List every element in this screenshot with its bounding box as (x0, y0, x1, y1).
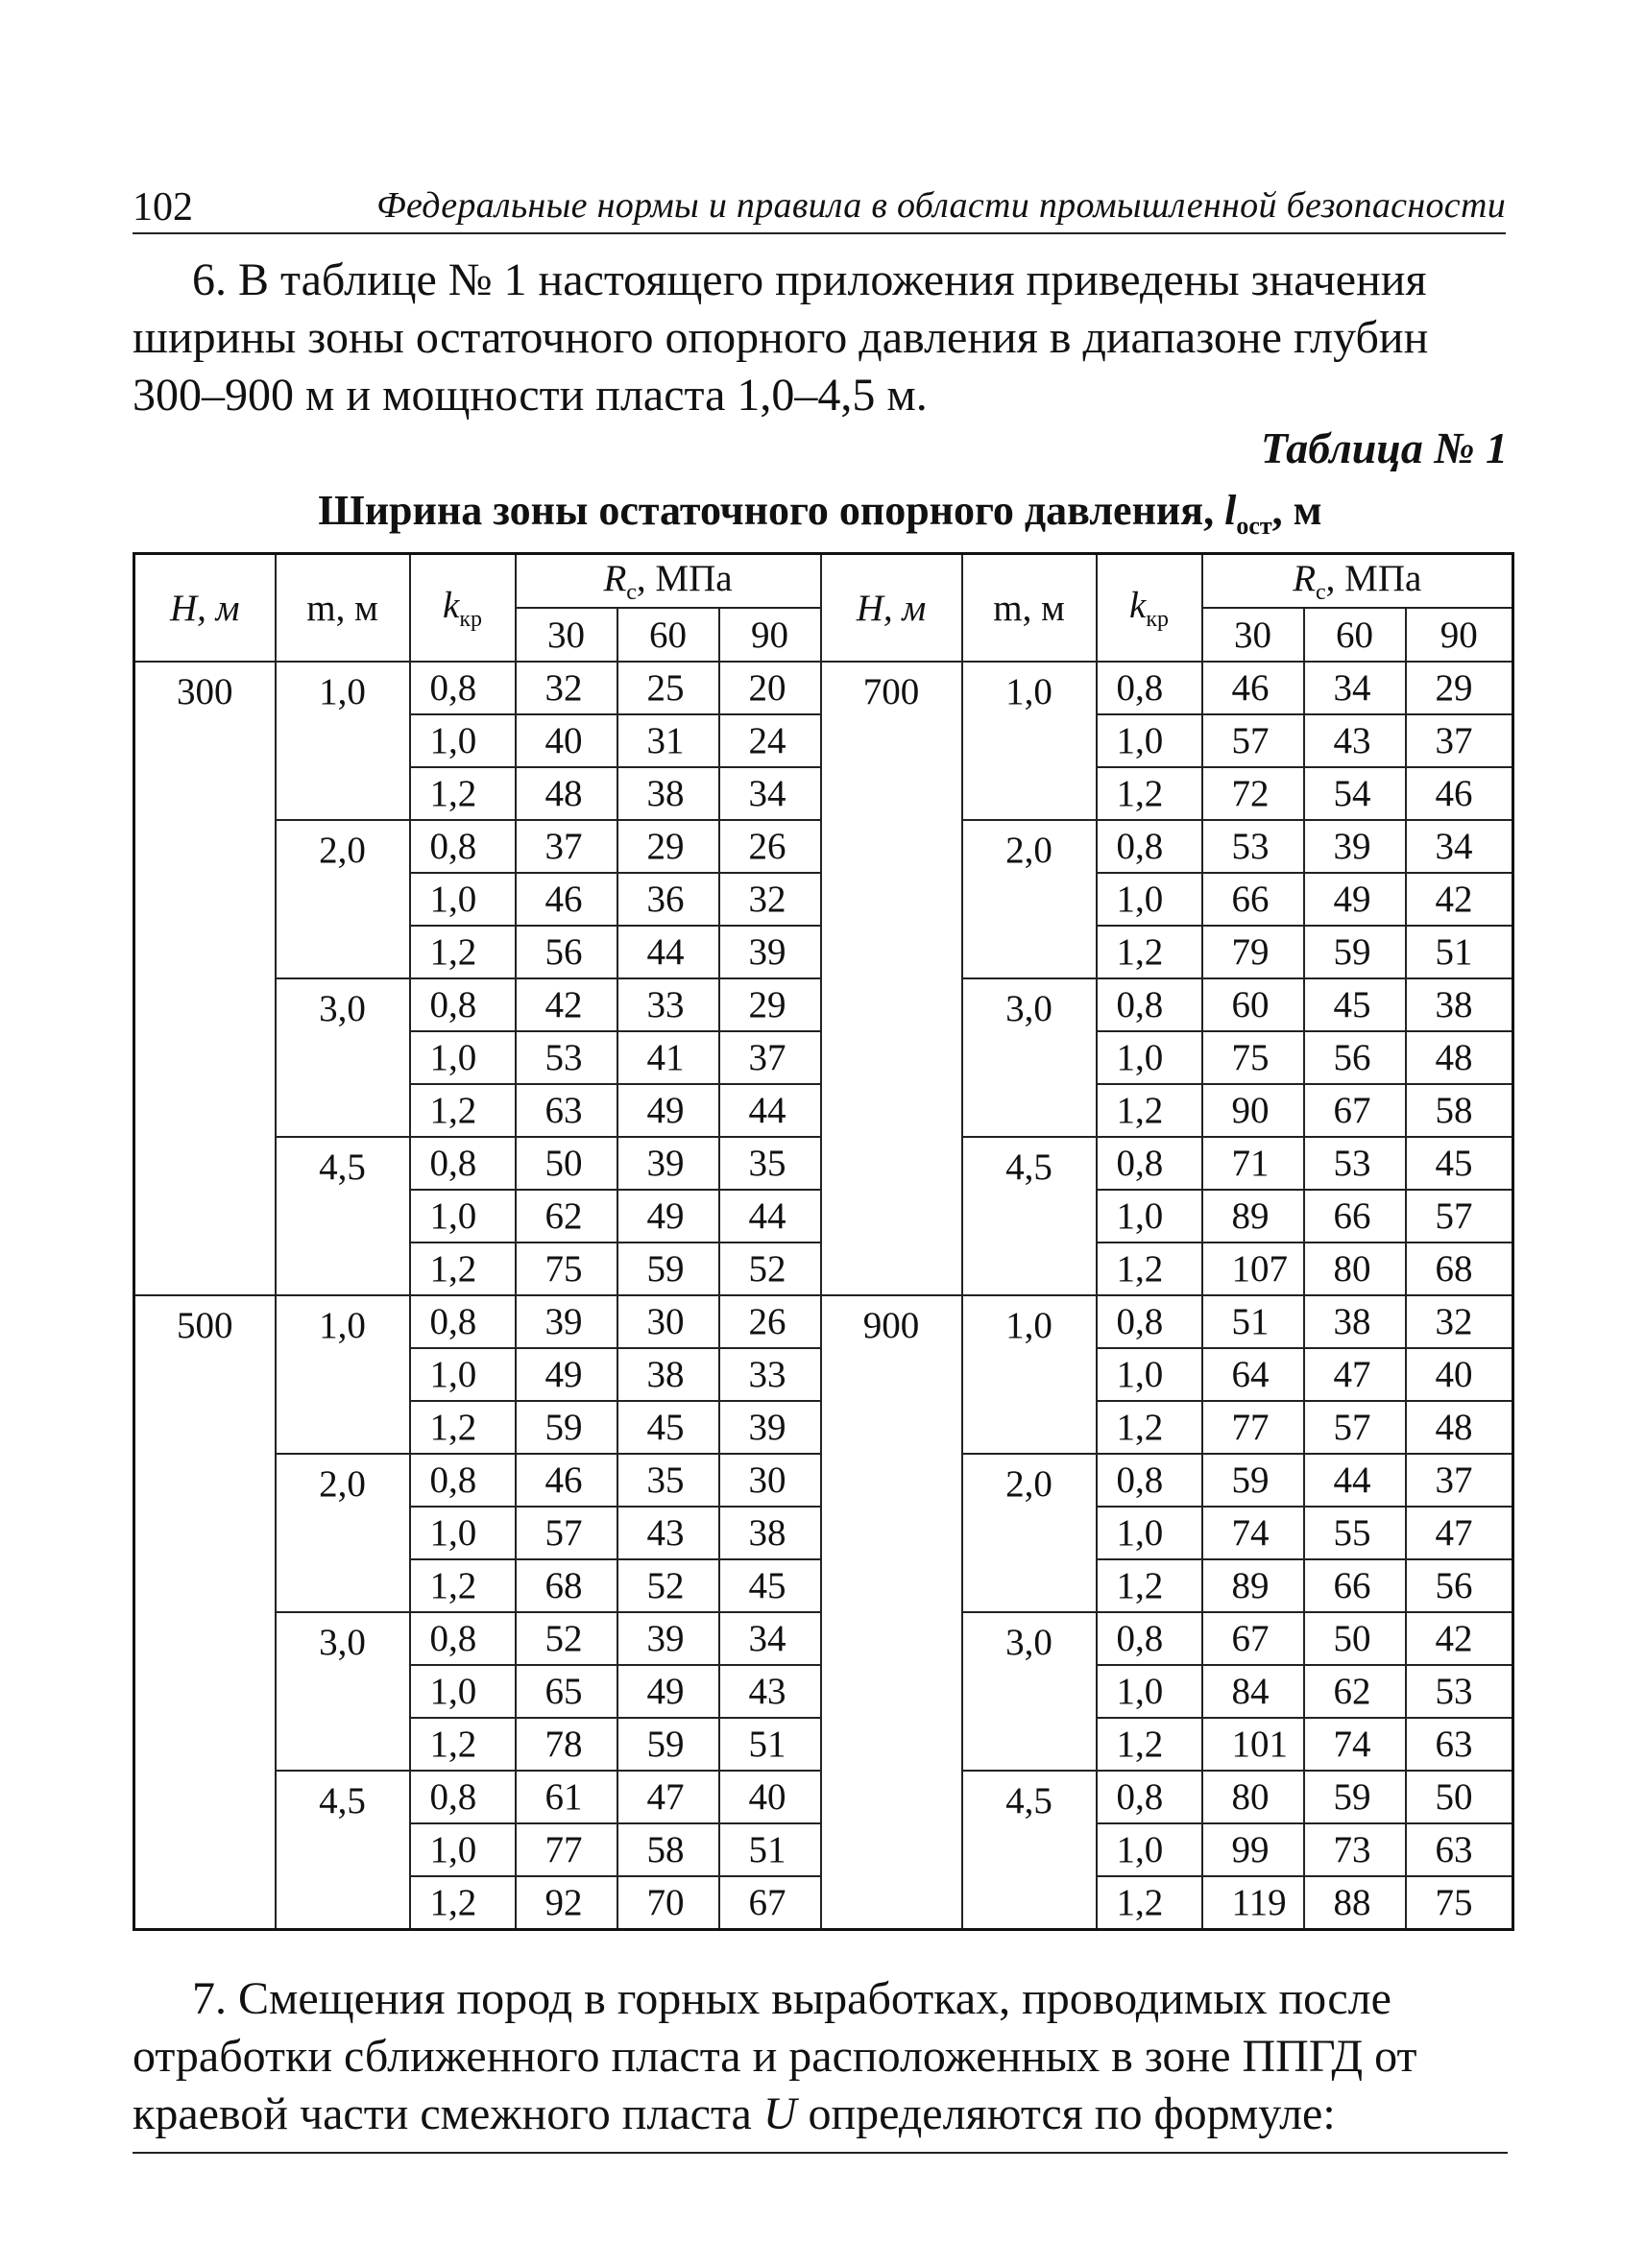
table-row (134, 1295, 1513, 1348)
kkr-cell: 1,2 (410, 767, 516, 820)
width-value-cell: 59 (516, 1401, 617, 1454)
kkr-cell: 1,2 (1097, 767, 1202, 820)
width-value-cell: 51 (719, 1718, 821, 1771)
depth-cell: 500 (134, 1295, 276, 1930)
kkr-cell: 0,8 (410, 1137, 516, 1190)
paragraph-line: ширины зоны остаточного опорного давления в диапазоне глубин (133, 312, 1429, 363)
page-number: 102 (133, 185, 193, 229)
width-value-cell: 75 (1406, 1876, 1513, 1930)
width-value-cell: 62 (516, 1190, 617, 1243)
width-value-cell: 70 (617, 1876, 719, 1930)
table-title-subscript: ост (1236, 511, 1272, 540)
thickness-cell: 2,0 (962, 820, 1097, 978)
kkr-cell: 0,8 (410, 820, 516, 873)
width-value-cell: 46 (516, 873, 617, 926)
width-value-cell: 43 (617, 1507, 719, 1559)
paragraph-line: краевой части смежного пласта U определяются по формуле: (133, 2088, 1336, 2139)
width-value-cell: 74 (1304, 1718, 1406, 1771)
width-value-cell: 66 (1304, 1559, 1406, 1612)
kkr-cell: 1,0 (410, 1665, 516, 1718)
kkr-cell: 1,2 (410, 1718, 516, 1771)
width-value-cell: 38 (617, 767, 719, 820)
width-value-cell: 54 (1304, 767, 1406, 820)
width-value-cell: 79 (1202, 926, 1304, 978)
thickness-cell: 3,0 (276, 978, 410, 1137)
width-value-cell: 63 (516, 1084, 617, 1137)
width-value-cell: 37 (1406, 1454, 1513, 1507)
header-rc-90-left: 90 (719, 608, 821, 662)
kkr-cell: 1,2 (410, 1559, 516, 1612)
kkr-cell: 0,8 (410, 1771, 516, 1823)
kkr-cell: 1,2 (1097, 1718, 1202, 1771)
width-value-cell: 62 (1304, 1665, 1406, 1718)
width-value-cell: 63 (1406, 1718, 1513, 1771)
kkr-cell: 1,0 (410, 1031, 516, 1084)
width-value-cell: 29 (617, 820, 719, 873)
width-value-cell: 67 (1304, 1084, 1406, 1137)
width-value-cell: 57 (1202, 714, 1304, 767)
header-rc-30-left: 30 (516, 608, 617, 662)
kkr-cell: 1,2 (410, 926, 516, 978)
kkr-cell: 1,0 (410, 873, 516, 926)
width-value-cell: 38 (719, 1507, 821, 1559)
width-value-cell: 59 (1304, 926, 1406, 978)
width-value-cell: 50 (1304, 1612, 1406, 1665)
width-value-cell: 50 (516, 1137, 617, 1190)
table-title-symbol: l (1224, 487, 1237, 534)
width-value-cell: 56 (516, 926, 617, 978)
running-header (133, 182, 1506, 234)
kkr-cell: 1,0 (1097, 873, 1202, 926)
width-value-cell: 49 (516, 1348, 617, 1401)
header-kkr-left: $k_{кр}$ (410, 554, 516, 663)
kkr-cell: 1,0 (1097, 1823, 1202, 1876)
width-value-cell: 40 (719, 1771, 821, 1823)
header-rc-60-right: 60 (1304, 608, 1406, 662)
width-value-cell: 75 (1202, 1031, 1304, 1084)
width-value-cell: 20 (719, 662, 821, 714)
width-value-cell: 51 (1202, 1295, 1304, 1348)
width-value-cell: 48 (1406, 1031, 1513, 1084)
width-value-cell: 77 (516, 1823, 617, 1876)
width-value-cell: 39 (719, 926, 821, 978)
width-value-cell: 80 (1202, 1771, 1304, 1823)
width-value-cell: 42 (516, 978, 617, 1031)
width-value-cell: 30 (617, 1295, 719, 1348)
kkr-cell: 1,0 (410, 1190, 516, 1243)
width-value-cell: 90 (1202, 1084, 1304, 1137)
depth-cell: 700 (821, 662, 962, 1295)
kkr-cell: 1,0 (1097, 714, 1202, 767)
thickness-cell: 2,0 (962, 1454, 1097, 1612)
header-rc-left: $R_с$, МПа (516, 554, 821, 609)
thickness-cell: 4,5 (962, 1771, 1097, 1930)
kkr-cell: 1,0 (410, 714, 516, 767)
width-value-cell: 49 (617, 1190, 719, 1243)
header-thickness-left: m, м (276, 554, 410, 663)
width-value-cell: 46 (1202, 662, 1304, 714)
width-value-cell: 39 (617, 1612, 719, 1665)
width-value-cell: 57 (1406, 1190, 1513, 1243)
thickness-cell: 1,0 (962, 662, 1097, 820)
width-value-cell: 56 (1406, 1559, 1513, 1612)
header-depth-left: Н, м (134, 554, 276, 663)
width-value-cell: 32 (516, 662, 617, 714)
width-value-cell: 99 (1202, 1823, 1304, 1876)
width-value-cell: 61 (516, 1771, 617, 1823)
width-value-cell: 65 (516, 1665, 617, 1718)
width-value-cell: 46 (516, 1454, 617, 1507)
width-value-cell: 35 (719, 1137, 821, 1190)
width-value-cell: 38 (617, 1348, 719, 1401)
width-value-cell: 119 (1202, 1876, 1304, 1930)
width-value-cell: 60 (1202, 978, 1304, 1031)
width-value-cell: 67 (719, 1876, 821, 1930)
width-value-cell: 64 (1202, 1348, 1304, 1401)
width-value-cell: 58 (1406, 1084, 1513, 1137)
width-value-cell: 89 (1202, 1559, 1304, 1612)
width-value-cell: 39 (1304, 820, 1406, 873)
width-value-cell: 68 (516, 1559, 617, 1612)
kkr-cell: 0,8 (1097, 978, 1202, 1031)
width-value-cell: 84 (1202, 1665, 1304, 1718)
width-value-cell: 48 (1406, 1401, 1513, 1454)
width-value-cell: 29 (719, 978, 821, 1031)
kkr-cell: 1,2 (1097, 1876, 1202, 1930)
var-u-symbol: U (762, 2088, 797, 2139)
kkr-cell: 0,8 (1097, 1137, 1202, 1190)
width-value-cell: 44 (617, 926, 719, 978)
width-value-cell: 29 (1406, 662, 1513, 714)
width-value-cell: 44 (719, 1190, 821, 1243)
width-value-cell: 80 (1304, 1243, 1406, 1295)
width-value-cell: 49 (617, 1084, 719, 1137)
width-value-cell: 52 (617, 1559, 719, 1612)
width-value-cell: 59 (1304, 1771, 1406, 1823)
thickness-cell: 3,0 (962, 1612, 1097, 1771)
width-value-cell: 73 (1304, 1823, 1406, 1876)
running-title: Федеральные нормы и правила в области промышленной безопасности (376, 185, 1506, 226)
width-value-cell: 53 (1304, 1137, 1406, 1190)
width-value-cell: 58 (617, 1823, 719, 1876)
kkr-cell: 1,2 (1097, 1084, 1202, 1137)
width-value-cell: 36 (617, 873, 719, 926)
kkr-cell: 1,2 (410, 1876, 516, 1930)
kkr-cell: 0,8 (410, 978, 516, 1031)
width-value-cell: 43 (1304, 714, 1406, 767)
table-body (134, 662, 1513, 1930)
width-value-cell: 44 (1304, 1454, 1406, 1507)
width-value-cell: 67 (1202, 1612, 1304, 1665)
width-value-cell: 57 (1304, 1401, 1406, 1454)
width-value-cell: 33 (617, 978, 719, 1031)
paragraph-line: 300–900 м и мощности пласта 1,0–4,5 м. (133, 370, 928, 421)
depth-cell: 900 (821, 1295, 962, 1930)
width-value-cell: 59 (1202, 1454, 1304, 1507)
width-value-cell: 34 (1406, 820, 1513, 873)
footer-rule (133, 2152, 1508, 2154)
header-rc-90-right: 90 (1406, 608, 1513, 662)
thickness-cell: 4,5 (276, 1771, 410, 1930)
width-value-cell: 47 (617, 1771, 719, 1823)
width-value-cell: 38 (1406, 978, 1513, 1031)
thickness-cell: 4,5 (276, 1137, 410, 1295)
width-value-cell: 63 (1406, 1823, 1513, 1876)
width-value-cell: 42 (1406, 873, 1513, 926)
thickness-cell: 1,0 (962, 1295, 1097, 1454)
width-value-cell: 24 (719, 714, 821, 767)
kkr-cell: 1,0 (410, 1348, 516, 1401)
width-value-cell: 41 (617, 1031, 719, 1084)
kkr-cell: 1,0 (1097, 1031, 1202, 1084)
width-value-cell: 45 (617, 1401, 719, 1454)
width-value-cell: 66 (1304, 1190, 1406, 1243)
width-value-cell: 39 (617, 1137, 719, 1190)
width-value-cell: 34 (1304, 662, 1406, 714)
width-value-cell: 37 (719, 1031, 821, 1084)
paragraph-7 (133, 1970, 1508, 2143)
width-value-cell: 74 (1202, 1507, 1304, 1559)
kkr-cell: 1,2 (1097, 1243, 1202, 1295)
width-value-cell: 37 (516, 820, 617, 873)
paragraph-line: 7. Смещения пород в горных выработках, проводимых после (192, 1973, 1391, 2024)
width-value-cell: 38 (1304, 1295, 1406, 1348)
header-rc-60-left: 60 (617, 608, 719, 662)
table-title (133, 486, 1508, 541)
width-value-cell: 75 (516, 1243, 617, 1295)
width-value-cell: 56 (1304, 1031, 1406, 1084)
kkr-cell: 1,0 (410, 1823, 516, 1876)
kkr-cell: 1,0 (1097, 1190, 1202, 1243)
width-value-cell: 26 (719, 820, 821, 873)
width-value-cell: 45 (719, 1559, 821, 1612)
width-value-cell: 48 (516, 767, 617, 820)
width-value-cell: 39 (516, 1295, 617, 1348)
width-value-cell: 47 (1304, 1348, 1406, 1401)
width-value-cell: 53 (516, 1031, 617, 1084)
width-value-cell: 49 (617, 1665, 719, 1718)
thickness-cell: 3,0 (276, 1612, 410, 1771)
width-value-cell: 47 (1406, 1507, 1513, 1559)
header-rc-right: $R_с$, МПа (1202, 554, 1513, 609)
width-value-cell: 89 (1202, 1190, 1304, 1243)
width-value-cell: 53 (1202, 820, 1304, 873)
header-depth-right: Н, м (821, 554, 962, 663)
kkr-cell: 1,0 (1097, 1348, 1202, 1401)
paragraph-line: 6. В таблице № 1 настоящего приложения приведены значения (192, 254, 1427, 305)
width-value-cell: 26 (719, 1295, 821, 1348)
width-value-cell: 35 (617, 1454, 719, 1507)
width-value-cell: 52 (719, 1243, 821, 1295)
width-value-cell: 39 (719, 1401, 821, 1454)
width-value-cell: 40 (516, 714, 617, 767)
kkr-cell: 1,2 (410, 1084, 516, 1137)
kkr-cell: 1,2 (410, 1243, 516, 1295)
width-value-cell: 71 (1202, 1137, 1304, 1190)
width-value-cell: 55 (1304, 1507, 1406, 1559)
width-value-cell: 52 (516, 1612, 617, 1665)
pressure-zone-table (133, 552, 1514, 1931)
kkr-cell: 0,8 (1097, 820, 1202, 873)
table-row (134, 662, 1513, 714)
kkr-cell: 0,8 (410, 1454, 516, 1507)
width-value-cell: 51 (1406, 926, 1513, 978)
width-value-cell: 42 (1406, 1612, 1513, 1665)
width-value-cell: 53 (1406, 1665, 1513, 1718)
header-thickness-right: m, м (962, 554, 1097, 663)
width-value-cell: 34 (719, 1612, 821, 1665)
paragraph-6 (133, 252, 1508, 424)
width-value-cell: 25 (617, 662, 719, 714)
thickness-cell: 2,0 (276, 1454, 410, 1612)
width-value-cell: 107 (1202, 1243, 1304, 1295)
width-value-cell: 51 (719, 1823, 821, 1876)
kkr-cell: 0,8 (410, 1612, 516, 1665)
width-value-cell: 46 (1406, 767, 1513, 820)
width-value-cell: 45 (1406, 1137, 1513, 1190)
kkr-cell: 0,8 (410, 662, 516, 714)
kkr-cell: 1,0 (1097, 1507, 1202, 1559)
kkr-cell: 1,0 (1097, 1665, 1202, 1718)
table-label: Таблица № 1 (1260, 423, 1508, 472)
width-value-cell: 59 (617, 1243, 719, 1295)
width-value-cell: 34 (719, 767, 821, 820)
kkr-cell: 0,8 (1097, 1295, 1202, 1348)
kkr-cell: 1,2 (1097, 1401, 1202, 1454)
kkr-cell: 0,8 (410, 1295, 516, 1348)
width-value-cell: 49 (1304, 873, 1406, 926)
width-value-cell: 31 (617, 714, 719, 767)
kkr-cell: 0,8 (1097, 662, 1202, 714)
width-value-cell: 101 (1202, 1718, 1304, 1771)
kkr-cell: 1,2 (1097, 926, 1202, 978)
kkr-cell: 1,2 (1097, 1559, 1202, 1612)
width-value-cell: 50 (1406, 1771, 1513, 1823)
thickness-cell: 4,5 (962, 1137, 1097, 1295)
width-value-cell: 78 (516, 1718, 617, 1771)
header-kkr-right: $k_{кр}$ (1097, 554, 1202, 663)
width-value-cell: 33 (719, 1348, 821, 1401)
width-value-cell: 88 (1304, 1876, 1406, 1930)
width-value-cell: 77 (1202, 1401, 1304, 1454)
width-value-cell: 92 (516, 1876, 617, 1930)
width-value-cell: 72 (1202, 767, 1304, 820)
width-value-cell: 40 (1406, 1348, 1513, 1401)
table-title-text: Ширина зоны остаточного опорного давления, (318, 487, 1225, 534)
thickness-cell: 1,0 (276, 1295, 410, 1454)
thickness-cell: 2,0 (276, 820, 410, 978)
kkr-cell: 0,8 (1097, 1454, 1202, 1507)
thickness-cell: 1,0 (276, 662, 410, 820)
width-value-cell: 57 (516, 1507, 617, 1559)
width-value-cell: 68 (1406, 1243, 1513, 1295)
paragraph-line: отработки сближенного пласта и расположенных в зоне ППГД от (133, 2031, 1417, 2082)
width-value-cell: 37 (1406, 714, 1513, 767)
width-value-cell: 66 (1202, 873, 1304, 926)
width-value-cell: 30 (719, 1454, 821, 1507)
thickness-cell: 3,0 (962, 978, 1097, 1137)
width-value-cell: 32 (719, 873, 821, 926)
kkr-cell: 0,8 (1097, 1771, 1202, 1823)
width-value-cell: 32 (1406, 1295, 1513, 1348)
width-value-cell: 44 (719, 1084, 821, 1137)
kkr-cell: 1,2 (410, 1401, 516, 1454)
depth-cell: 300 (134, 662, 276, 1295)
header-rc-30-right: 30 (1202, 608, 1304, 662)
width-value-cell: 43 (719, 1665, 821, 1718)
kkr-cell: 0,8 (1097, 1612, 1202, 1665)
width-value-cell: 45 (1304, 978, 1406, 1031)
width-value-cell: 59 (617, 1718, 719, 1771)
kkr-cell: 1,0 (410, 1507, 516, 1559)
table-title-unit: , м (1271, 487, 1322, 534)
